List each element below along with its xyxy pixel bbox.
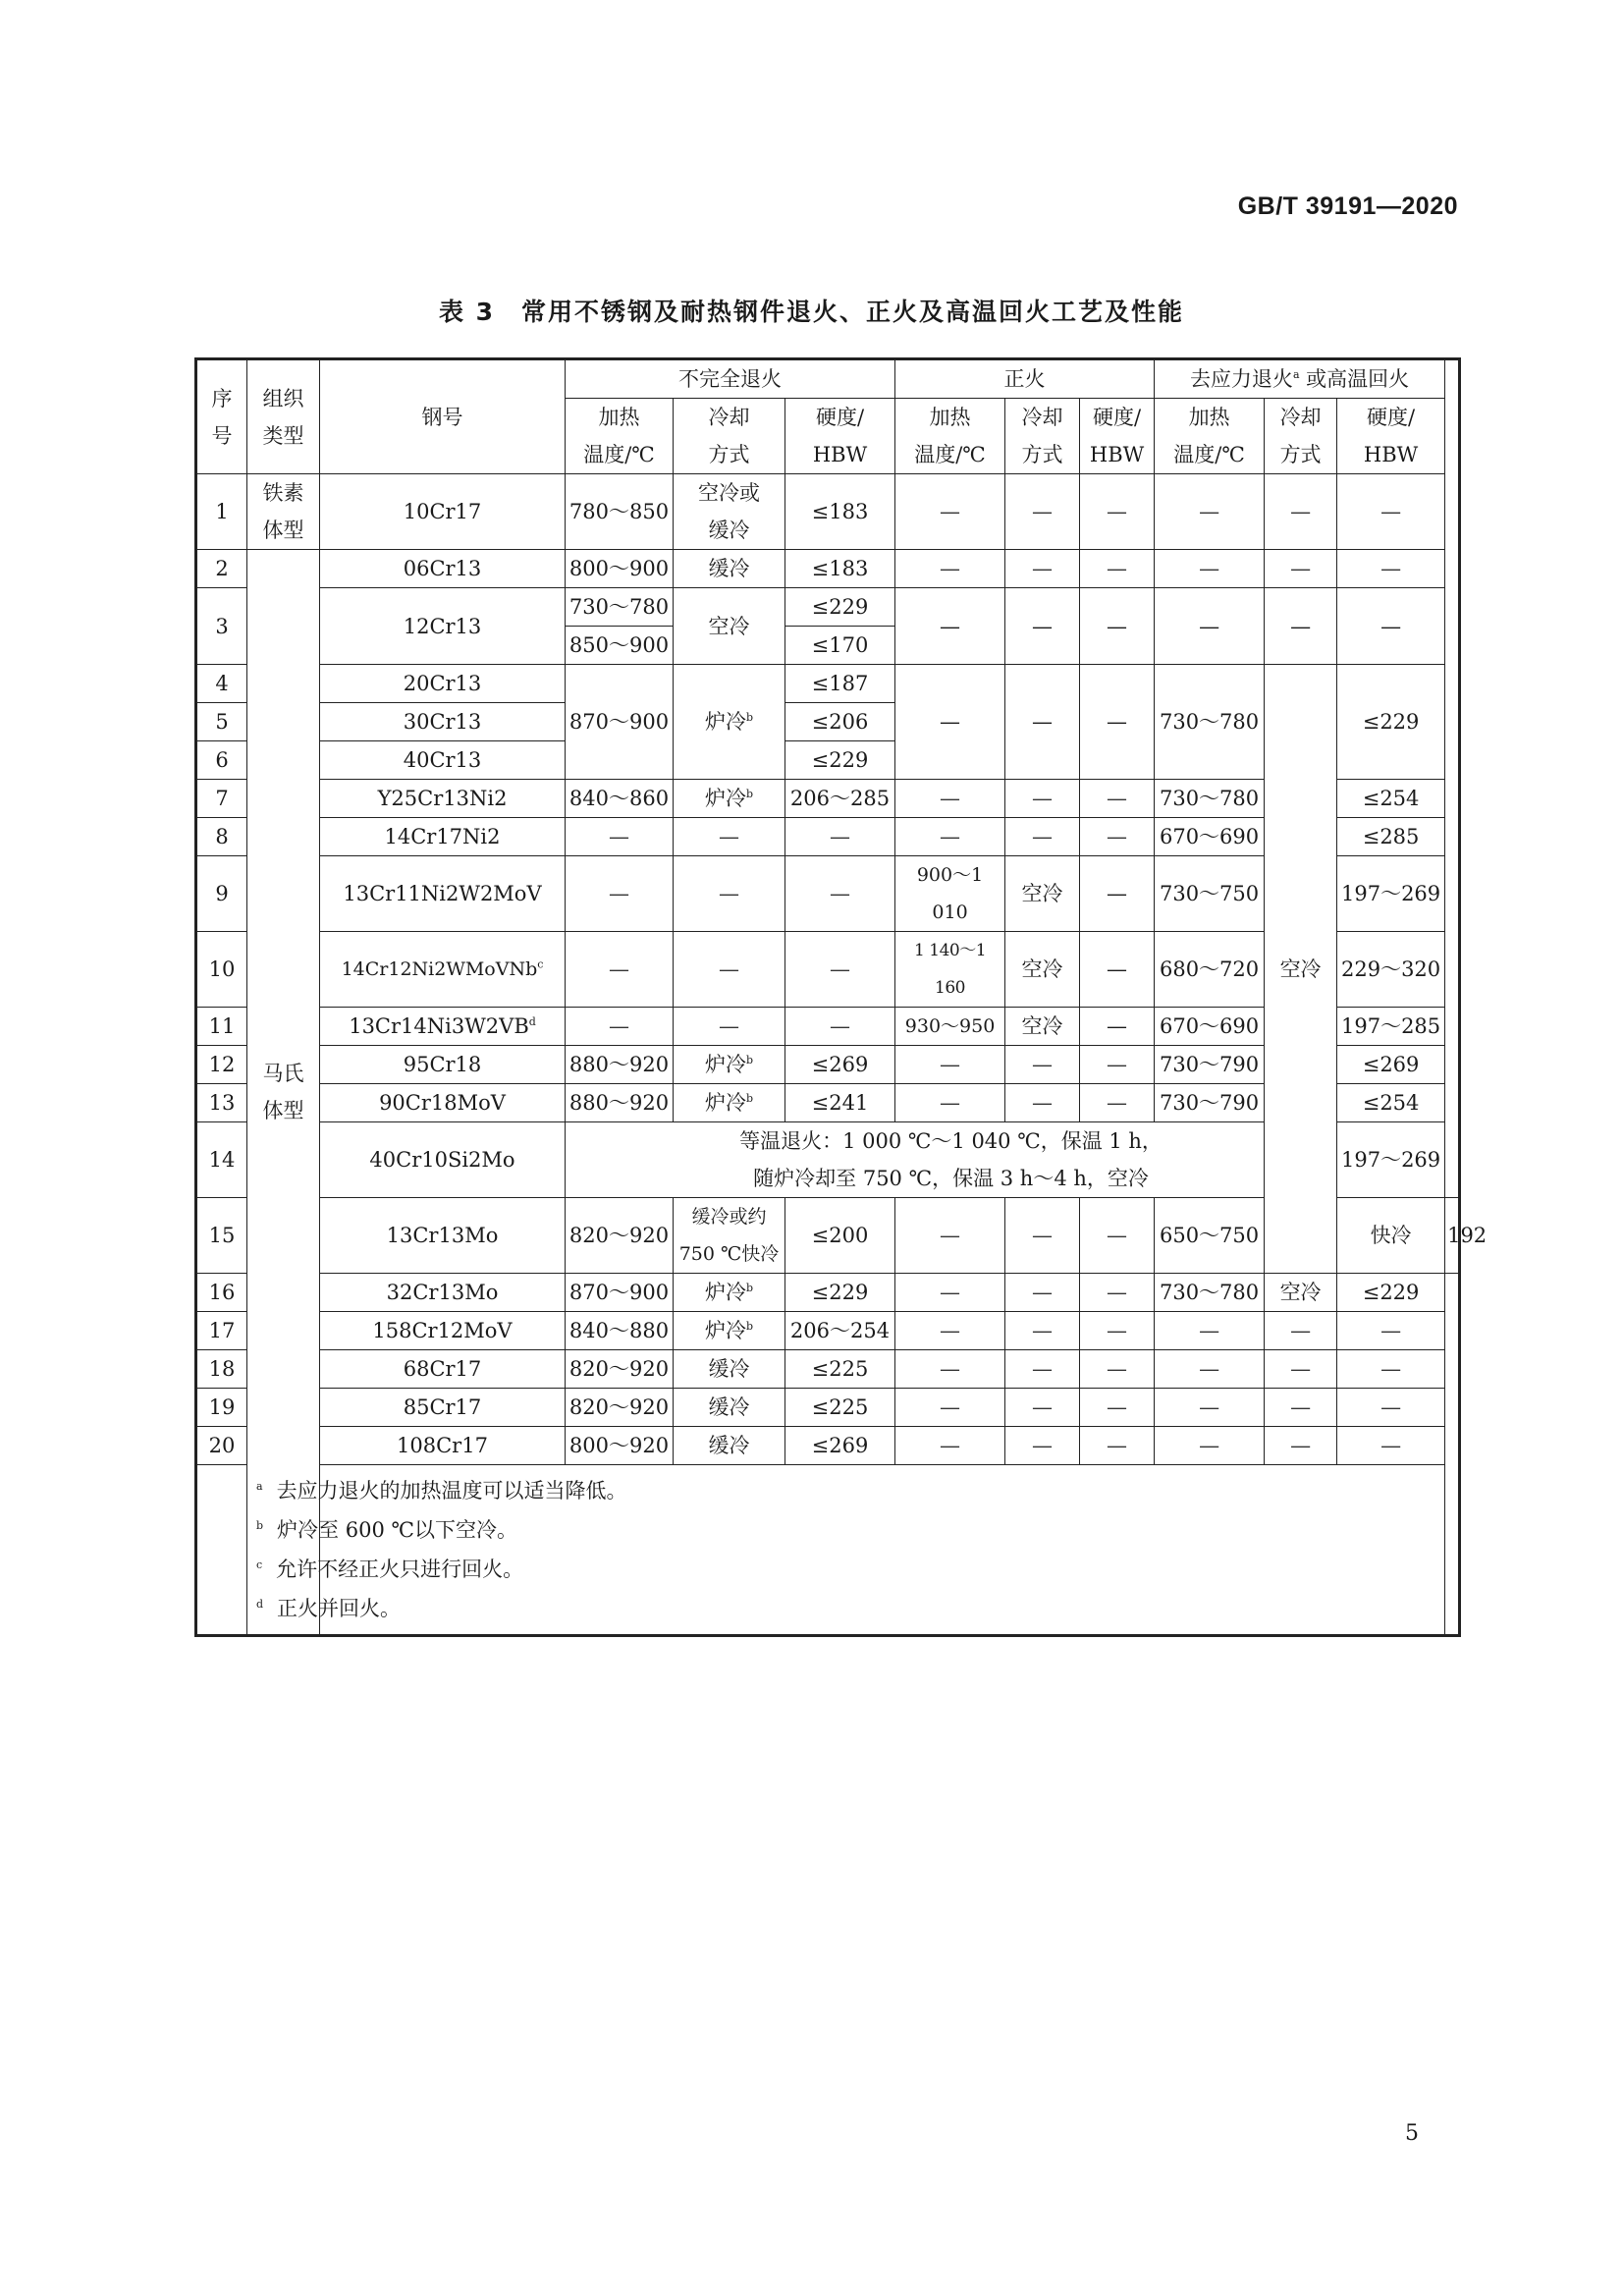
table-row (196, 474, 1460, 550)
table-cell: 780～850 (566, 474, 674, 550)
steel-grade: 06Cr13 (320, 550, 566, 588)
row-number: 3 (196, 588, 247, 665)
empty-cell: — (895, 780, 1005, 818)
table-cell: 空冷或 缓冷 (674, 474, 785, 550)
table-cell: 缓冷 (674, 1350, 785, 1389)
table-cell: ≤229 (785, 741, 895, 780)
table-cell: ≤229 (785, 1274, 895, 1312)
empty-cell: — (1005, 665, 1080, 780)
table-cell: 680～720 (1155, 932, 1265, 1008)
header-seq: 序 号 (196, 359, 247, 474)
empty-cell: — (1005, 1389, 1080, 1427)
empty-cell: — (1155, 1350, 1265, 1389)
empty-cell: — (895, 1046, 1005, 1084)
row-number: 15 (196, 1198, 247, 1274)
empty-cell: — (1005, 588, 1080, 665)
row-number: 2 (196, 550, 247, 588)
empty-cell: — (1155, 474, 1265, 550)
empty-cell: — (566, 1008, 674, 1046)
empty-cell: — (895, 1084, 1005, 1122)
empty-cell: — (895, 1312, 1005, 1350)
table-cell: ≤254 (1337, 1084, 1445, 1122)
empty-cell: — (895, 588, 1005, 665)
empty-cell: — (1265, 1427, 1337, 1465)
table-cell: 空冷 (1005, 932, 1080, 1008)
empty-cell: — (1005, 474, 1080, 550)
empty-cell: — (1337, 1312, 1445, 1350)
empty-cell: — (785, 818, 895, 856)
table-cell: 650～750 (1155, 1198, 1265, 1274)
table-cell: 缓冷 (674, 1389, 785, 1427)
table-cell: 670～690 (1155, 1008, 1265, 1046)
table-cell: 840～860 (566, 780, 674, 818)
empty-cell: — (1080, 1389, 1155, 1427)
table-cell: ≤183 (785, 550, 895, 588)
empty-cell: — (1005, 1274, 1080, 1312)
row-number: 14 (196, 1122, 247, 1198)
row-number: 9 (196, 856, 247, 932)
steel-grade: 90Cr18MoV (320, 1084, 566, 1122)
table-cell: 730～780 (1155, 665, 1265, 780)
empty-cell: — (895, 1389, 1005, 1427)
empty-cell: — (1265, 474, 1337, 550)
empty-cell: — (895, 818, 1005, 856)
table-row (196, 550, 1460, 588)
table-cell: 730～780 (1155, 1274, 1265, 1312)
table-cell: 缓冷 (674, 1427, 785, 1465)
table-row (196, 1122, 1460, 1198)
steel-grade: 14Cr12Ni2WMoVNb$^c$ (320, 932, 566, 1008)
empty-cell: — (895, 550, 1005, 588)
empty-cell: — (895, 1198, 1005, 1274)
table-cell: 840～880 (566, 1312, 674, 1350)
empty-cell: — (1080, 818, 1155, 856)
table-cell: 192 (1445, 1198, 1460, 1274)
footnote: $^a$ 去应力退火的加热温度可以适当降低。 (256, 1479, 627, 1503)
table-cell: 空冷 (1005, 1008, 1080, 1046)
header-type: 组织 类型 (247, 359, 320, 474)
steel-grade: 32Cr13Mo (320, 1274, 566, 1312)
table-cell: 730～790 (1155, 1046, 1265, 1084)
steel-grade: 85Cr17 (320, 1389, 566, 1427)
table-cell: 820～920 (566, 1198, 674, 1274)
empty-cell: — (1080, 1427, 1155, 1465)
table-cell: 730～790 (1155, 1084, 1265, 1122)
empty-cell: — (895, 665, 1005, 780)
steel-grade: 158Cr12MoV (320, 1312, 566, 1350)
header-hardness: 硬度/ HBW (1337, 399, 1445, 474)
table-cell: 炉冷$^b$ (674, 1084, 785, 1122)
steel-grade: $13Cr14Ni3W2VB^d$ (320, 1008, 566, 1046)
empty-cell: — (566, 818, 674, 856)
header-cooling: 冷却 方式 (674, 399, 785, 474)
row-number: 10 (196, 932, 247, 1008)
table-cell: 炉冷$^b$ (674, 1312, 785, 1350)
empty-cell: — (674, 932, 785, 1008)
table-cell: ≤229 (785, 588, 895, 627)
empty-cell: — (895, 1427, 1005, 1465)
empty-cell: — (895, 1274, 1005, 1312)
table-cell: 206～285 (785, 780, 895, 818)
table-cell: 670～690 (1155, 818, 1265, 856)
steel-grade: 108Cr17 (320, 1427, 566, 1465)
footnote: $^d$ 正火并回火。 (256, 1597, 402, 1620)
table-cell: 880～920 (566, 1046, 674, 1084)
steel-grade: 40Cr10Si2Mo (320, 1122, 566, 1198)
row-number: 19 (196, 1389, 247, 1427)
empty-cell: — (1080, 550, 1155, 588)
empty-cell: — (895, 474, 1005, 550)
empty-cell: — (1265, 1350, 1337, 1389)
row-number: 16 (196, 1274, 247, 1312)
table-row (196, 1465, 1460, 1636)
empty-cell: — (1080, 1198, 1155, 1274)
empty-cell: — (1080, 932, 1155, 1008)
table-cell: 900～1 010 (895, 856, 1005, 932)
empty-cell: — (1265, 1389, 1337, 1427)
structure-type: 铁素 体型 (247, 474, 320, 550)
empty-cell: — (1005, 1084, 1080, 1122)
table-row (196, 1274, 1460, 1312)
merged-cooling: 空冷 (1265, 665, 1337, 1274)
empty-cell: — (1337, 1389, 1445, 1427)
table-cell: 800～920 (566, 1427, 674, 1465)
table-cell: 800～900 (566, 550, 674, 588)
table-cell: 炉冷$^b$ (674, 1274, 785, 1312)
table-cell: 870～900 (566, 1274, 674, 1312)
empty-cell: — (1337, 588, 1445, 665)
empty-cell: — (785, 856, 895, 932)
table-cell: 730～750 (1155, 856, 1265, 932)
table-cell: ≤241 (785, 1084, 895, 1122)
empty-cell: — (1155, 1312, 1265, 1350)
page-number: 5 (1405, 2121, 1419, 2146)
empty-cell: — (566, 932, 674, 1008)
empty-cell: — (785, 932, 895, 1008)
table-cell: 870～900 (566, 665, 674, 780)
table-notes (196, 1465, 1445, 1636)
table-cell: 730～780 (1155, 780, 1265, 818)
empty-cell: — (1155, 550, 1265, 588)
steel-grade: 12Cr13 (320, 588, 566, 665)
table-cell: ≤187 (785, 665, 895, 703)
table-cell: 229～320 (1337, 932, 1445, 1008)
table-cell: ≤200 (785, 1198, 895, 1274)
empty-cell: — (1080, 588, 1155, 665)
footnote: $^c$ 允许不经正火只进行回火。 (256, 1558, 524, 1581)
steel-grade: 13Cr13Mo (320, 1198, 566, 1274)
empty-cell: — (1265, 1312, 1337, 1350)
header-incomplete-annealing: 不完全退火 (566, 359, 895, 399)
header-heat-temp: 加热 温度/℃ (895, 399, 1005, 474)
row-number: 5 (196, 703, 247, 741)
empty-cell: — (1080, 1008, 1155, 1046)
table-cell: 730～780 (566, 588, 674, 627)
steel-grade: 30Cr13 (320, 703, 566, 741)
empty-cell: — (1337, 550, 1445, 588)
empty-cell: — (1080, 1350, 1155, 1389)
row-number: 18 (196, 1350, 247, 1389)
table-cell: ≤254 (1337, 780, 1445, 818)
table-cell: ≤269 (785, 1427, 895, 1465)
row-number: 20 (196, 1427, 247, 1465)
steel-grade: 10Cr17 (320, 474, 566, 550)
table-cell: 快冷 (1337, 1198, 1445, 1274)
empty-cell: — (566, 856, 674, 932)
table-cell: 820～920 (566, 1389, 674, 1427)
empty-cell: — (1005, 780, 1080, 818)
empty-cell: — (1005, 1198, 1080, 1274)
empty-cell: — (1005, 1312, 1080, 1350)
table-cell: ≤285 (1337, 818, 1445, 856)
annealing-table (194, 357, 1488, 1637)
table-cell: ≤229 (1337, 1274, 1445, 1312)
steel-grade: 14Cr17Ni2 (320, 818, 566, 856)
header-normalizing: 正火 (895, 359, 1155, 399)
table-cell: ≤225 (785, 1389, 895, 1427)
empty-cell: — (1080, 474, 1155, 550)
table-row (196, 588, 1460, 627)
table-title: 表 3 常用不锈钢及耐热钢件退火、正火及高温回火工艺及性能 (438, 298, 1185, 326)
steel-grade: Y25Cr13Ni2 (320, 780, 566, 818)
empty-cell: — (1080, 780, 1155, 818)
header-stress-relief: 去应力退火$^a$ 或高温回火 (1155, 359, 1445, 399)
header-cooling: 冷却 方式 (1005, 399, 1080, 474)
table-cell: ≤269 (1337, 1046, 1445, 1084)
empty-cell: — (1005, 550, 1080, 588)
table-cell: 197～285 (1337, 1008, 1445, 1046)
table-cell: 炉冷$^b$ (674, 665, 785, 780)
empty-cell: — (1005, 1427, 1080, 1465)
row-number: 6 (196, 741, 247, 780)
steel-grade: 20Cr13 (320, 665, 566, 703)
table-cell: 206～254 (785, 1312, 895, 1350)
table-row (196, 1312, 1460, 1350)
empty-cell: — (1337, 1350, 1445, 1389)
table-cell: ≤225 (785, 1350, 895, 1389)
table-cell: 930～950 (895, 1008, 1005, 1046)
empty-cell: — (1337, 474, 1445, 550)
empty-cell: — (1155, 1389, 1265, 1427)
table-cell: 1 140～1 160 (895, 932, 1005, 1008)
standard-number: GB/T 39191—2020 (1237, 192, 1458, 220)
table-cell: ≤206 (785, 703, 895, 741)
table-cell: ≤170 (785, 627, 895, 665)
table-row (196, 1389, 1460, 1427)
empty-cell: — (1080, 1274, 1155, 1312)
empty-cell: — (1265, 588, 1337, 665)
table-cell: 空冷 (674, 588, 785, 665)
empty-cell: — (1005, 1350, 1080, 1389)
header-heat-temp: 加热 温度/℃ (566, 399, 674, 474)
steel-grade: 68Cr17 (320, 1350, 566, 1389)
table-cell: 820～920 (566, 1350, 674, 1389)
table-cell: 197～269 (1337, 1122, 1445, 1198)
table-cell: 缓冷 (674, 550, 785, 588)
empty-cell: — (1080, 856, 1155, 932)
table-cell: 炉冷$^b$ (674, 780, 785, 818)
empty-cell: — (674, 856, 785, 932)
header-hardness: 硬度/ HBW (1080, 399, 1155, 474)
row-number: 12 (196, 1046, 247, 1084)
table-cell: ≤183 (785, 474, 895, 550)
table-cell: 炉冷$^b$ (674, 1046, 785, 1084)
table-cell: 197～269 (1337, 856, 1445, 932)
header-cooling: 冷却 方式 (1265, 399, 1337, 474)
steel-grade: 13Cr11Ni2W2MoV (320, 856, 566, 932)
table-cell: 空冷 (1265, 1274, 1337, 1312)
table-cell: 850～900 (566, 627, 674, 665)
row-number: 13 (196, 1084, 247, 1122)
empty-cell: — (1005, 818, 1080, 856)
empty-cell: — (785, 1008, 895, 1046)
row-number: 1 (196, 474, 247, 550)
footnote: $^b$ 炉冷至 600 ℃以下空冷。 (256, 1518, 517, 1542)
empty-cell: — (1155, 588, 1265, 665)
empty-cell: — (1337, 1427, 1445, 1465)
empty-cell: — (895, 1350, 1005, 1389)
table-cell: 缓冷或约 750 ℃快冷 (674, 1198, 785, 1274)
row-number: 8 (196, 818, 247, 856)
steel-grade: 40Cr13 (320, 741, 566, 780)
header-heat-temp: 加热 温度/℃ (1155, 399, 1265, 474)
empty-cell: — (674, 818, 785, 856)
row-number: 4 (196, 665, 247, 703)
structure-type: 马氏 体型 (247, 550, 320, 1636)
header-grade: 钢号 (320, 359, 566, 474)
table-row (196, 1427, 1460, 1465)
steel-grade: 95Cr18 (320, 1046, 566, 1084)
empty-cell: — (1080, 665, 1155, 780)
table-cell: ≤269 (785, 1046, 895, 1084)
empty-cell: — (1265, 550, 1337, 588)
isothermal-annealing-note: 等温退火：1 000 ℃～1 040 ℃，保温 1 h， 随炉冷却至 750 ℃，保温 3 h～4 h，空冷 (566, 1122, 1337, 1198)
table-cell: ≤229 (1337, 665, 1445, 780)
empty-cell: — (1155, 1427, 1265, 1465)
row-number: 17 (196, 1312, 247, 1350)
header-hardness: 硬度/ HBW (785, 399, 895, 474)
empty-cell: — (1080, 1312, 1155, 1350)
empty-cell: — (1080, 1046, 1155, 1084)
row-number: 11 (196, 1008, 247, 1046)
empty-cell: — (1005, 1046, 1080, 1084)
table-row (196, 1350, 1460, 1389)
empty-cell: — (1080, 1084, 1155, 1122)
row-number: 7 (196, 780, 247, 818)
empty-cell: — (674, 1008, 785, 1046)
table-cell: 空冷 (1005, 856, 1080, 932)
table-row (196, 665, 1460, 703)
table-cell: 880～920 (566, 1084, 674, 1122)
